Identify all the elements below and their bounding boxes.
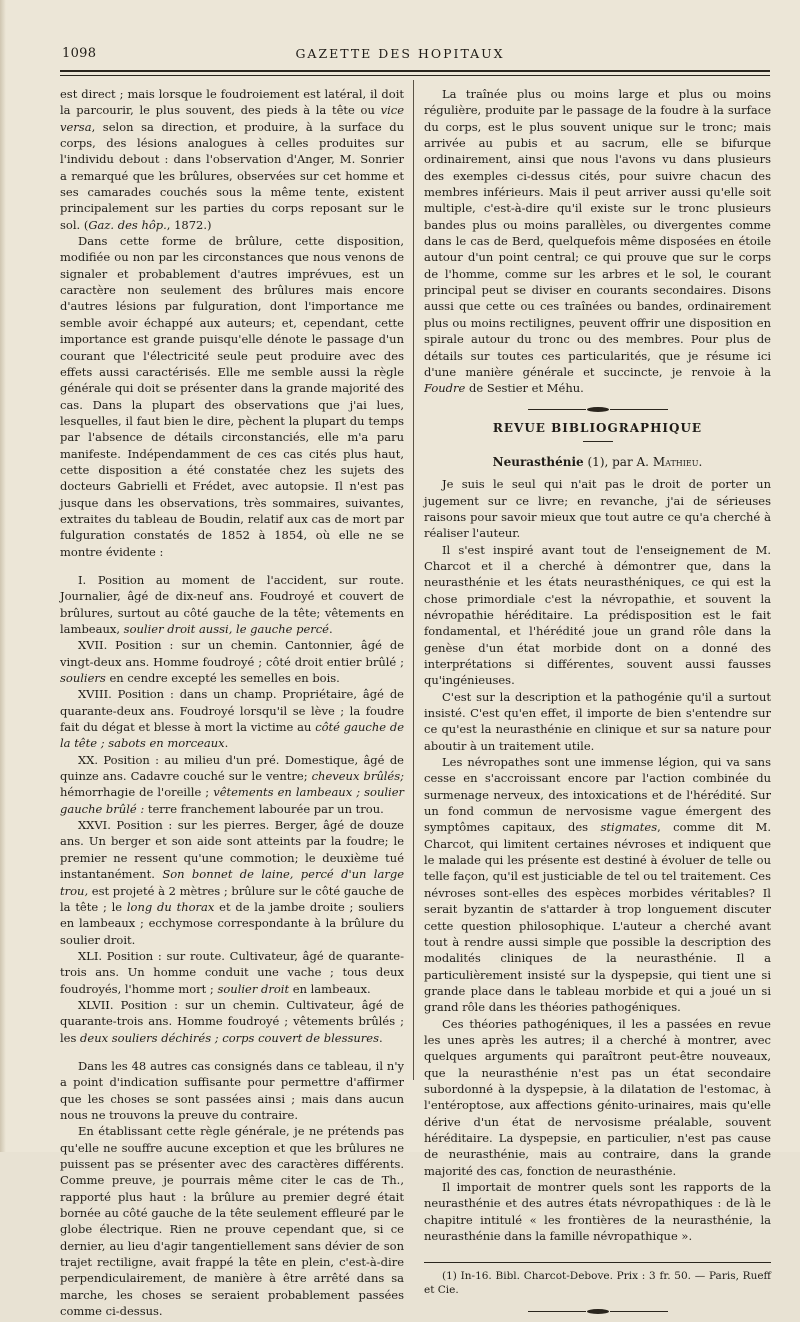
case-entry: I. Position au moment de l'accident, sur route. Journalier, âgé de dix-neuf ans. Foudroyé et couvert de brûlures, surtout au côté gauche de la tête; vêtements en lambeaux, soulier droit aussi, le gauche percé. bbox=[60, 572, 404, 636]
paragraph: Les névropathes sont une immense légion, qui va sans cesse en s'accroissant encore par l'action combinée du surmenage nerveux, des intoxications et de l'hérédité. Sur un fond commun de nervosisme vague émergent des symptômes capitaux, des stigmates, comme dit M. Charcot, qui limitent certaines névroses et indiquent que le malade qui les présente est destiné à évoluer de telle ou telle façon, qu'il est justiciable de tel ou tel traitement. Ces névroses sont-elles des espèces morbides véritables? Il serait byzantin de s'attarder à trop longuement discuter cette question philosophique. L'auteur a cherché avant tout à rendre aussi simple que possible la description des modalités cliniques de la neurasthénie. Il a particulièrement insisté sur la dyspepsie, qui tient une si grande place dans le tableau morbide et qui a joué un si grand rôle dans les théories pathogéniques. bbox=[424, 755, 771, 1015]
case-entry: XVIII. Position : dans un champ. Propriétaire, âgé de quarante-deux ans. Foudroyé lorsqu'il se lève ; la foudre fait du dégat et blesse à mort la victime au côté gauche de la tête ; sabots en morceaux. bbox=[60, 687, 404, 751]
column-divider bbox=[413, 80, 414, 1080]
footnote-rule bbox=[424, 1262, 771, 1263]
paragraph: Il importait de montrer quels sont les rapports de la neurasthénie et des autres états névropathiques : de là le chapitre intitulé « les frontières de la neurasthénie, la neurasthénie dans la famille névropathique ». bbox=[424, 1180, 771, 1244]
case-entry: XLI. Position : sur route. Cultivateur, âgé de quarante-trois ans. Un homme conduit une vache ; tous deux foudroyés, l'homme mort ; soulier droit en lambeaux. bbox=[60, 948, 404, 996]
left-column bbox=[60, 86, 404, 1319]
paragraph: En établissant cette règle générale, je ne prétends pas qu'elle ne souffre aucune exception et que les brûlures ne puissent pas se présenter avec des caractères différents. Comme preuve, je pourrais même citer le cas de Th., rapporté plus haut : la brûlure au premier degré était bornée au côté gauche de la tête seulement effleuré par le globe électrique. Rien ne prouve cependant que, si ce dernier, au lieu d'agir tangentiellement sans dévier de son trajet rectiligne, avait frappé la tête en plein, c'est-à-dire perpendiculairement, de manière à être arrêté dans sa marche, les choses se seraient probablement passées comme ci-dessus. bbox=[60, 1124, 404, 1319]
paragraph: Il s'est inspiré avant tout de l'enseignement de M. Charcot et il a cherché à démontrer que, dans la neurasthénie et les états neurasthéniques, ce qui est la chose primordiale c'est la névropathie, et souvent la névropathie héréditaire. La prédisposition est le fait fondamental, et l'hérédité joue un grand rôle dans la genèse d'un état morbide dont on a donné des interprétations si différentes, souvent aussi fausses qu'ingénieuses. bbox=[424, 542, 771, 688]
paragraph: est direct ; mais lorsque le foudroiement est latéral, il doit la parcourir, le plus souvent, des pieds à la tête ou vice versa, selon sa direction, et produire, à la surface du corps, des lésions analogues à celles produites sur l'individu debout : dans l'observation d'Anger, M. Sonrier a remarqué que les brûlures, observées sur cet homme et ses camarades couchés sous la même tente, existent principalement sur les parties du corps reposant sur le sol. (Gaz. des hôp., 1872.) bbox=[60, 87, 404, 232]
case-entry: XX. Position : au milieu d'un pré. Domestique, âgé de quinze ans. Cadavre couché sur le ventre; cheveux brûlés; hémorrhagie de l'oreille ; vêtements en lambeaux ; soulier gauche brûlé : terre franchement labourée par un trou. bbox=[60, 752, 405, 816]
paragraph: Je suis le seul qui n'ait pas le droit de porter un jugement sur ce livre; en revanche, j'ai de sérieuses raisons pour savoir mieux que tout autre ce qu'a cherché à réaliser l'auteur. bbox=[424, 477, 771, 541]
footnote: (1) In-16. Bibl. Charcot-Debove. Prix : 3 fr. 50. — Paris, Rueff et Cie. bbox=[424, 1270, 771, 1297]
header-rule bbox=[60, 70, 770, 76]
case-entry: XLVII. Position : sur un chemin. Cultivateur, âgé de quarante-trois ans. Homme foudroyé ; vêtements brûlés ; les deux souliers déchirés ; corps couvert de blessures. bbox=[60, 997, 404, 1045]
page-number: 1098 bbox=[62, 46, 97, 61]
paragraph: La traînée plus ou moins large et plus ou moins régulière, produite par le passage de la foudre à la surface du corps, est le plus souvent unique sur le tronc; mais arrivée au pubis et au sacrum, elle se bifurque ordinairement, ainsi que nous l'avons vu dans plusieurs des exemples ci-dessus cités, pour suivre chacun des membres inférieurs. Mais il peut arriver aussi qu'elle soit multiple, c'est-à-dire qu'il existe sur le tronc plusieurs bandes plus ou moins parallèles, ou divergentes comme dans le cas de Berd, quelquefois même disposées en étoile autour d'un point central; ce qui prouve que sur le corps de l'homme, comme sur les arbres et le sol, le courant principal peut se diviser en courants secondaires. Disons aussi que cette ou ces traînées ou bandes, ordinairement plus ou moins rectilignes, peuvent offrir une disposition en spirale autour du tronc ou des membres. Pour plus de détails sur toutes ces particularités, que je résume ici d'une manière générale et succincte, je renvoie à la Foudre de Sestier et Méhu. bbox=[424, 87, 771, 396]
paragraph: Dans les 48 autres cas consignés dans ce tableau, il n'y a point d'indication suffisante pour permettre d'affirmer que les choses se sont passées ainsi ; mais dans aucun nous ne trouvons la preuve du contraire. bbox=[60, 1058, 404, 1122]
case-entry: XXVI. Position : sur les pierres. Berger, âgé de douze ans. Un berger et son aide sont atteints par la foudre; le premier ne ressent qu'une commotion; le deuxième tué instantanément. Son bonnet de laine, percé d'un large trou, est projeté à 2 mètres ; brûlure sur le côté gauche de la tête ; le long du thorax et de la jambe droite ; souliers en lambeaux ; ecchymose correspondante à la brûlure du soulier droit. bbox=[60, 818, 405, 947]
paragraph: Ces théories pathogéniques, il les a passées en revue les unes après les autres; il a cherché à montrer, avec quelques arguments qui paraîtront peut-être nouveaux, que la neurasthénie n'est pas un état secondaire subordonné à la dyspepsie, à la dilatation de l'estomac, à l'entéroptose, aux affections génito-urinaires, mais qu'elle dérive d'un état de nervosisme préalable, souvent héréditaire. La dyspepsie, en particulier, n'est pas cause de neurasthénie, mais au contraire, dans la grande majorité des cas, fonction de neurasthénie. bbox=[424, 1016, 771, 1178]
section-title: REVUE BIBLIOGRAPHIQUE bbox=[492, 420, 703, 435]
end-ornament bbox=[424, 1309, 771, 1314]
article-title: Neurasthénie (1), par A. Mathieu. bbox=[492, 454, 703, 469]
right-column bbox=[424, 86, 771, 1322]
paragraph: Dans cette forme de brûlure, cette disposition, modifiée ou non par les circonstances que nous venons de signaler et probablement d'autres imprévues, est un caractère non seulement des brûlures mais encore d'autres lésions par fulguration, dont l'importance me semble avoir échappé aux auteurs; et, cependant, cette importance est grande puisqu'elle dénote le passage d'un courant que l'électricité seule peut produire avec des effets aussi caractérisés. Elle me semble aussi la règle générale qui doit se présenter dans la grande majorité des cas. Dans la plupart des observations que j'ai lues, lesquelles, il faut bien le dire, pèchent la plupart du temps par l'absence de détails circonstanciés, elle m'a paru manifeste. Indépendamment de ces cas cités plus haut, cette disposition a été constatée chez les sujets des docteurs Gabrielli et Frédet, avec autopsie. Il n'est pas jusque dans les observations, très sommaires, suivantes, extraites du tableau de Boudin, relatif aux cas de mort par fulguration constatés de 1852 à 1854, où elle ne se montre évidente : bbox=[60, 234, 404, 559]
running-title: GAZETTE DES HOPITAUX bbox=[295, 46, 505, 61]
page-edge-shadow bbox=[0, 0, 6, 1152]
paragraph: C'est sur la description et la pathogénie qu'il a surtout insisté. C'est qu'en effet, il importe de bien s'entendre sur ce qu'est la neurasthénie en clinique et sur sa nature pour aboutir à un traitement utile. bbox=[424, 689, 771, 753]
title-rule bbox=[583, 441, 613, 442]
section-ornament bbox=[424, 407, 771, 412]
case-entry: XVII. Position : sur un chemin. Cantonnier, âgé de vingt-deux ans. Homme foudroyé ; côté droit entier brûlé ; souliers en cendre excepté les semelles en bois. bbox=[60, 638, 404, 686]
